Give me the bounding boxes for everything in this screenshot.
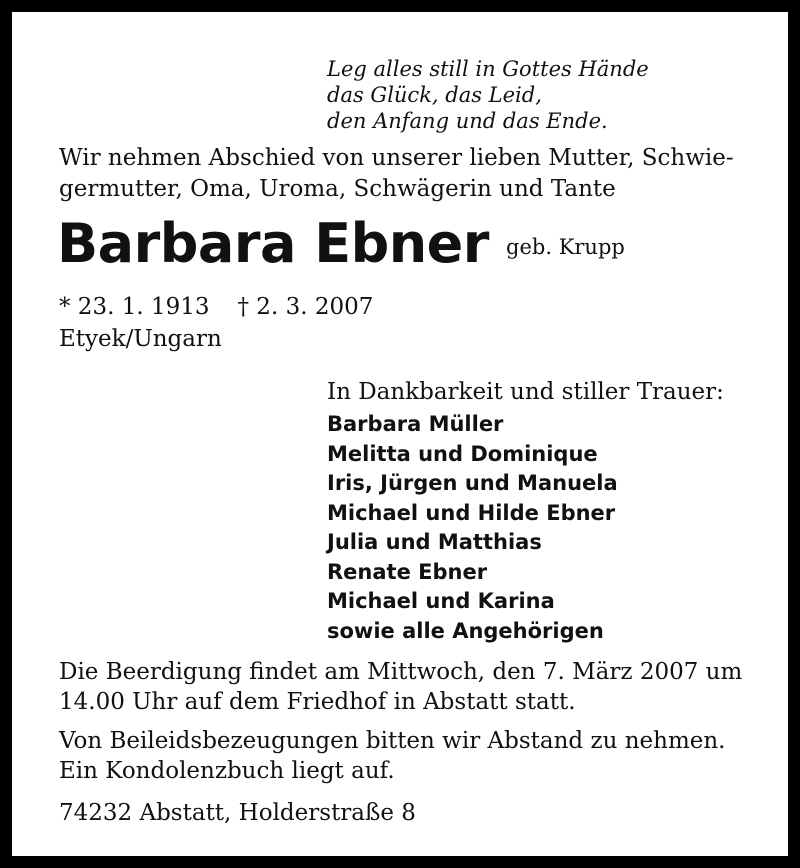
address: 74232 Abstatt, Holderstraße 8 xyxy=(59,800,416,826)
death-date: † 2. 3. 2007 xyxy=(237,294,374,320)
poem xyxy=(327,56,649,134)
intro-line: germutter, Oma, Uroma, Schwägerin und Tante xyxy=(59,176,616,202)
life-dates xyxy=(59,292,373,322)
mourner-name: Michael und Karina xyxy=(327,589,555,613)
funeral-line: 14.00 Uhr auf dem Friedhof in Abstatt statt. xyxy=(59,689,576,715)
mourner-name: Julia und Matthias xyxy=(327,530,542,554)
mourner-name: Renate Ebner xyxy=(327,559,488,584)
mourner-name: Michael und Hilde Ebner xyxy=(327,500,616,525)
mourner-name: Barbara Müller xyxy=(327,412,504,436)
funeral-line: Die Beerdigung findet am Mittwoch, den 7. März 2007 um xyxy=(59,659,743,685)
condolence-note xyxy=(59,726,725,786)
mourner-name: Iris, Jürgen und Manuela xyxy=(327,471,618,495)
mourner-name: sowie alle Angehörigen xyxy=(327,618,604,643)
funeral-info xyxy=(59,657,742,717)
condolence-line: Ein Kondolenzbuch liegt auf. xyxy=(59,758,395,784)
mourner-name: Melitta und Dominique xyxy=(327,441,598,466)
mourners-list xyxy=(327,410,618,646)
intro-line: Wir nehmen Abschied von unserer lieben Mutter, Schwie- xyxy=(59,145,734,171)
poem-line: das Glück, das Leid, xyxy=(327,83,542,107)
mourners-intro: In Dankbarkeit und stiller Trauer: xyxy=(327,379,724,405)
deceased-heading xyxy=(57,209,625,279)
deceased-name: Barbara Ebner xyxy=(57,212,489,275)
poem-line: Leg alles still in Gottes Hände xyxy=(327,57,649,81)
poem-line: den Anfang und das Ende. xyxy=(327,109,608,133)
maiden-name: geb. Krupp xyxy=(506,235,625,259)
condolence-line: Von Beileidsbezeugungen bitten wir Abstand zu nehmen. xyxy=(59,728,726,754)
birth-date: * 23. 1. 1913 xyxy=(59,294,210,320)
birthplace: Etyek/Ungarn xyxy=(59,326,222,352)
intro-text xyxy=(59,143,734,205)
